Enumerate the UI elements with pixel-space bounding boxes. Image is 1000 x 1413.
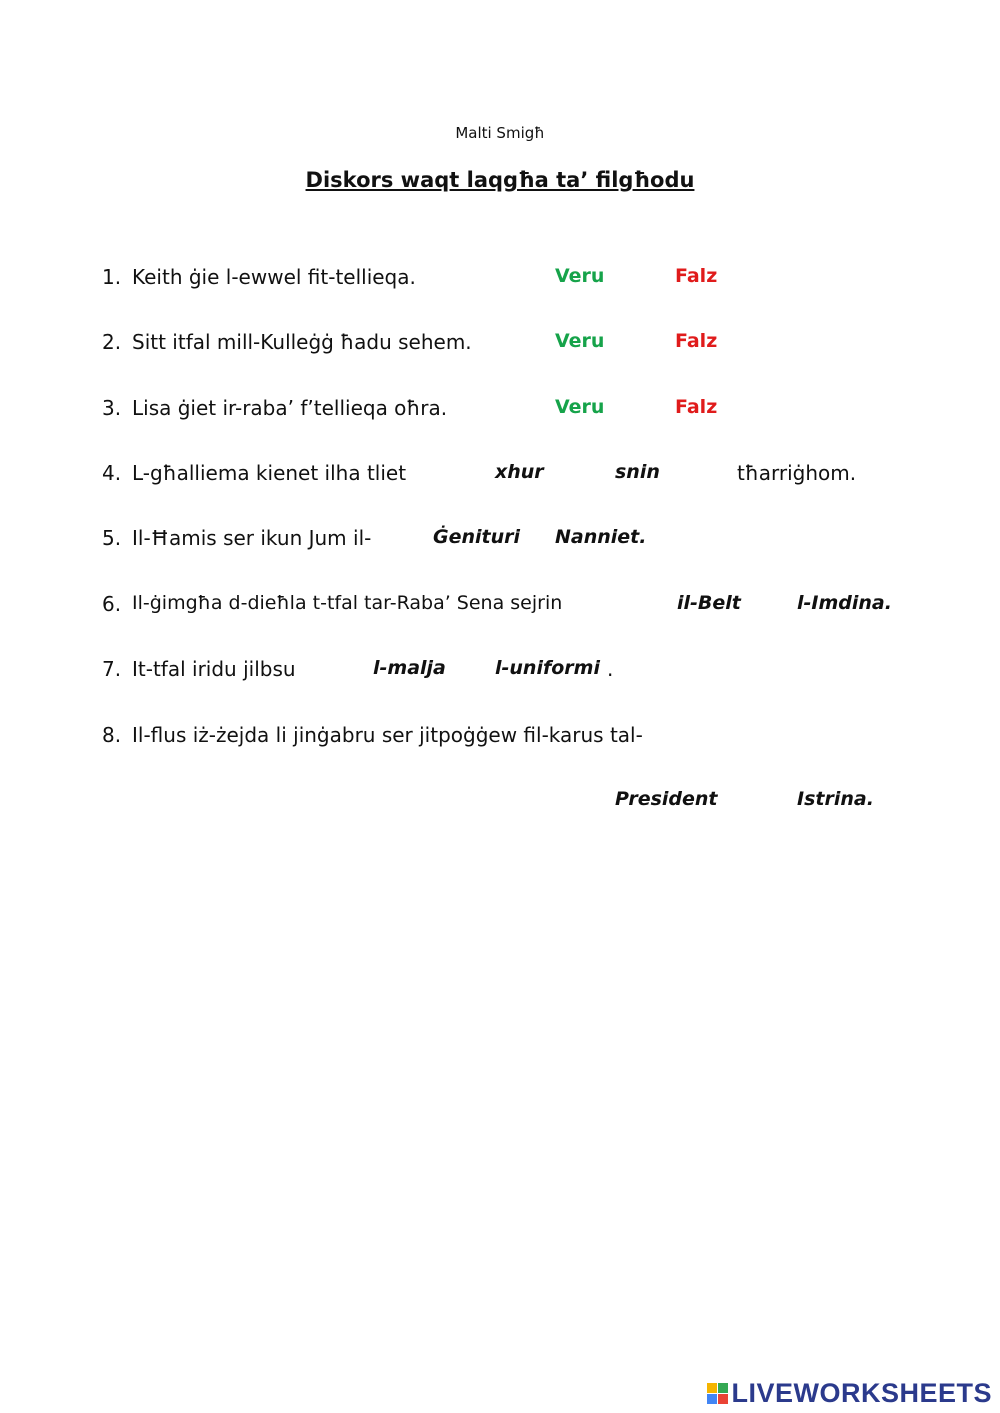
logo-square-3	[707, 1394, 717, 1404]
option-1[interactable]: xhur	[495, 461, 544, 483]
logo-icon	[707, 1383, 728, 1404]
option-1[interactable]: President	[615, 788, 718, 810]
question-number: 4.	[102, 461, 122, 485]
question-number: 5.	[102, 526, 122, 550]
logo-square-4	[718, 1394, 728, 1404]
question-tail: .	[607, 657, 614, 681]
question-tail: tħarriġhom.	[737, 461, 857, 485]
question-number: 6.	[102, 592, 122, 616]
liveworksheets-logo[interactable]	[707, 1378, 992, 1409]
question-text: Il-Ħamis ser ikun Jum il-	[132, 526, 372, 550]
option-veru[interactable]: Veru	[555, 396, 605, 418]
question-8-options	[0, 788, 1000, 818]
question-number: 7.	[102, 657, 122, 681]
logo-square-2	[718, 1383, 728, 1393]
worksheet-subject: Malti Smigħ	[455, 124, 545, 142]
option-falz[interactable]: Falz	[675, 265, 718, 287]
question-7	[0, 657, 1000, 687]
option-2[interactable]: Istrina.	[797, 788, 874, 810]
option-2[interactable]: l-Imdina.	[797, 592, 892, 614]
question-text: Il-flus iż-żejda li jinġabru ser jitpoġġew fil-karus tal-	[132, 723, 643, 747]
question-5	[0, 526, 1000, 556]
question-number: 8.	[102, 723, 122, 747]
question-text: Il-ġimgħa d-dieħla t-tfal tar-Raba’ Sena sejrin	[132, 592, 563, 614]
logo-text: LIVEWORKSHEETS	[731, 1378, 992, 1408]
question-text: L-għalliema kienet ilha tliet	[132, 461, 407, 485]
question-text: Lisa ġiet ir-raba’ f’tellieqa oħra.	[132, 396, 448, 420]
question-text: It-tfal iridu jilbsu	[132, 657, 296, 681]
question-4	[0, 461, 1000, 491]
option-2[interactable]: Nanniet.	[555, 526, 647, 548]
question-number: 3.	[102, 396, 122, 420]
option-veru[interactable]: Veru	[555, 265, 605, 287]
question-3	[0, 396, 1000, 426]
logo-square-1	[707, 1383, 717, 1393]
option-1[interactable]: Ġenituri	[433, 526, 521, 548]
option-falz[interactable]: Falz	[675, 330, 718, 352]
option-veru[interactable]: Veru	[555, 330, 605, 352]
option-2[interactable]: l-uniformi	[495, 657, 600, 679]
worksheet-title: Diskors waqt laqgħa ta’ filgħodu	[305, 168, 695, 192]
question-2	[0, 330, 1000, 360]
question-text: Sitt itfal mill-Kulleġġ ħadu sehem.	[132, 330, 472, 354]
option-1[interactable]: l-malja	[373, 657, 446, 679]
question-8	[0, 723, 1000, 753]
question-text: Keith ġie l-ewwel fit-tellieqa.	[132, 265, 416, 289]
option-2[interactable]: snin	[615, 461, 660, 483]
option-1[interactable]: il-Belt	[677, 592, 741, 614]
option-falz[interactable]: Falz	[675, 396, 718, 418]
question-6	[0, 592, 1000, 622]
question-number: 2.	[102, 330, 122, 354]
question-1	[0, 265, 1000, 295]
question-number: 1.	[102, 265, 122, 289]
